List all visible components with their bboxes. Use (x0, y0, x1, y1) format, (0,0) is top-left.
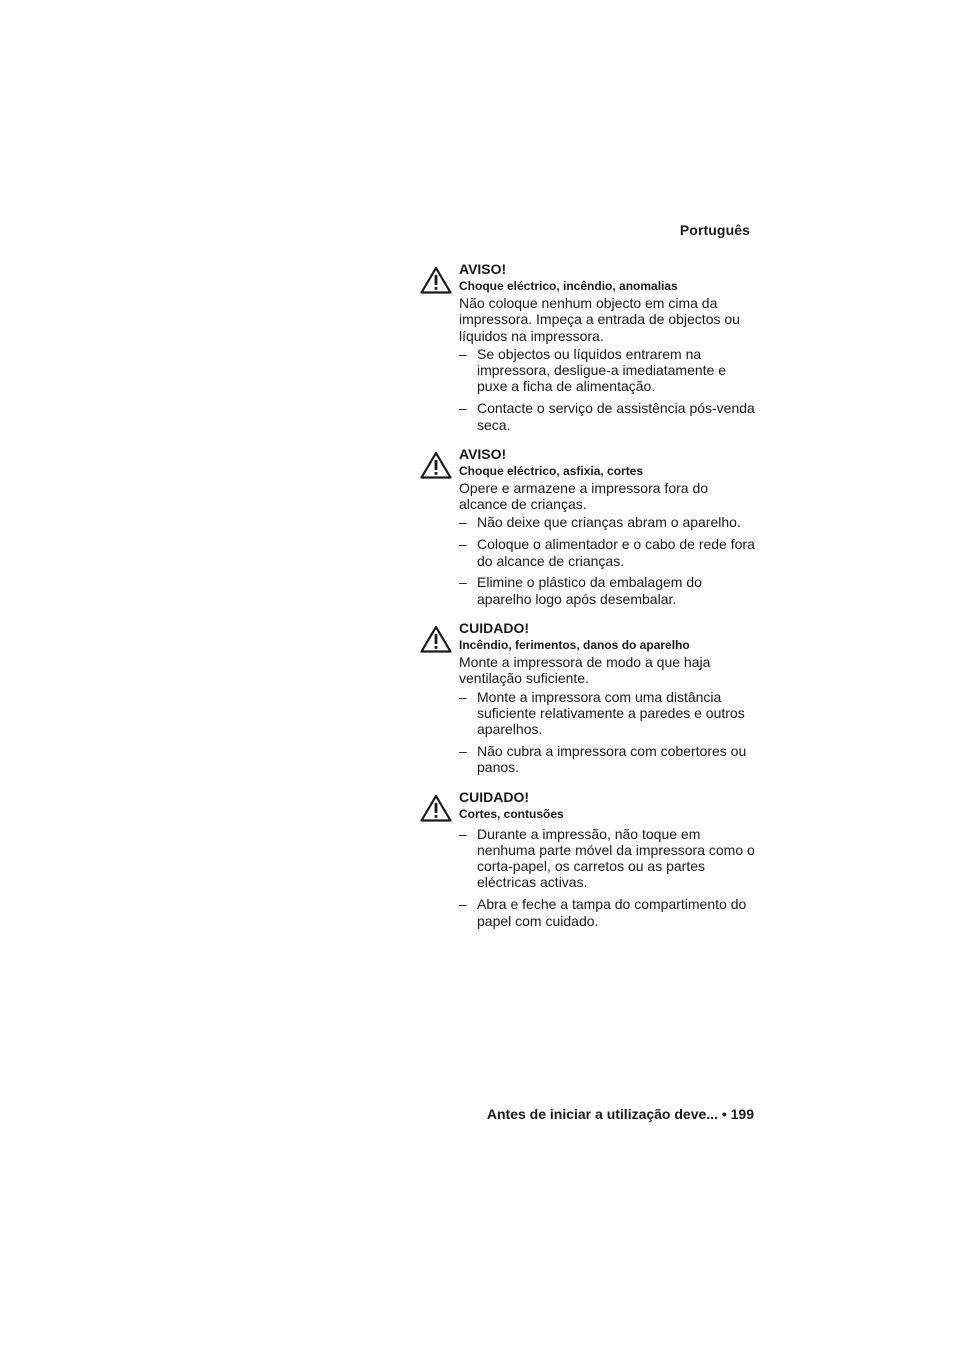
warning-triangle-icon (420, 266, 452, 294)
list-item (459, 536, 760, 569)
warning-subtitle: Cortes, contusões (459, 806, 564, 821)
page-footer: Antes de iniciar a utilização deve... • 199 (486, 1106, 754, 1122)
warning-block (420, 620, 760, 776)
warning-list (459, 346, 760, 433)
warning-intro: Não coloque nenhum objecto em cima da impressora. Impeça a entrada de objectos ou líquidos na impressora. (459, 295, 740, 344)
warning-title: AVISO! (459, 445, 507, 462)
list-item-text: Durante a impressão, não toque em nenhuma parte móvel da impressora como o corta-papel, os carretos ou as partes eléctricas activas. (477, 825, 755, 891)
list-item (459, 514, 760, 530)
warning-list (459, 826, 760, 929)
list-item (459, 346, 760, 395)
warning-block (420, 261, 760, 433)
dash-bullet: – (459, 345, 467, 362)
dash-bullet: – (459, 574, 467, 591)
list-item-text: Não deixe que crianças abram o aparelho. (477, 514, 741, 531)
list-item-text: Não cubra a impressora com cobertores ou panos. (477, 742, 747, 776)
warning-triangle-icon (420, 794, 452, 822)
dash-bullet: – (459, 688, 467, 705)
language-header: Português (679, 222, 750, 238)
list-item-text: Se objectos ou líquidos entrarem na impressora, desligue-a imediatamente e puxe a ficha de alimentação. (477, 345, 727, 395)
list-item-text: Coloque o alimentador e o cabo de rede fora do alcance de crianças. (477, 536, 755, 569)
warning-subtitle: Incêndio, ferimentos, danos do aparelho (459, 637, 690, 652)
warning-triangle-icon (420, 451, 452, 479)
list-item-text: Contacte o serviço de assistência pós-venda seca. (477, 400, 755, 433)
list-item-text: Monte a impressora com uma distância suficiente relativamente a paredes e outros aparelhos. (477, 688, 745, 738)
warning-block (420, 789, 760, 929)
warning-title: AVISO! (459, 261, 507, 277)
warning-block (420, 446, 760, 607)
warning-intro: Opere e armazene a impressora fora do alcance de crianças. (459, 479, 709, 513)
warning-subtitle: Choque eléctrico, asfixia, cortes (459, 463, 644, 478)
warning-list (459, 514, 760, 606)
dash-bullet: – (459, 825, 467, 842)
dash-bullet: – (459, 536, 467, 553)
list-item (459, 574, 760, 607)
list-item (459, 743, 760, 776)
list-item (459, 400, 760, 433)
safety-warnings (420, 261, 760, 942)
dash-bullet: – (459, 896, 467, 913)
list-item (459, 896, 760, 929)
dash-bullet: – (459, 742, 467, 759)
warning-title: CUIDADO! (459, 619, 529, 636)
dash-bullet: – (459, 514, 467, 531)
list-item (459, 689, 760, 738)
warning-triangle-icon (420, 625, 452, 653)
warning-intro: Monte a impressora de modo a que haja ventilação suficiente. (459, 653, 711, 687)
warning-subtitle: Choque eléctrico, incêndio, anomalias (459, 279, 678, 293)
list-item (459, 826, 760, 891)
dash-bullet: – (459, 400, 467, 417)
list-item-text: Abra e feche a tampa do compartimento do papel com cuidado. (477, 896, 747, 929)
warning-list (459, 689, 760, 776)
list-item-text: Elimine o plástico da embalagem do aparelho logo após desembalar. (477, 574, 702, 607)
warning-title: CUIDADO! (459, 788, 529, 805)
